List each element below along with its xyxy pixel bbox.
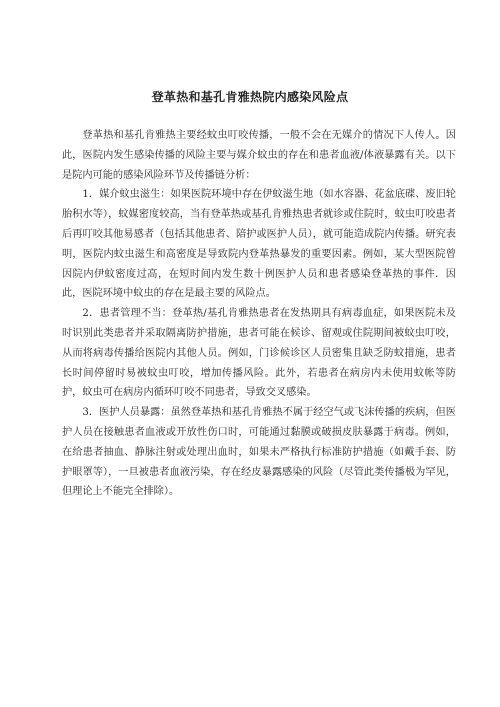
document-title: 登革热和基孔肯雅热院内感染风险点 [151, 90, 349, 104]
paragraph-mosquito-breeding: 1．媒介蚊虫滋生：如果医院环境中存在伊蚊滋生地（如水容器、花盆底碟、废旧轮胎积水等），蚊媒密度较高，当有登革热或基孔肯雅热患者就诊或住院时，蚊虫叮咬患者后再叮咬其他易感者（包括其他患者、陪护或医护人员），就可能造成院内传播。研究表明，医院内蚊虫滋生和高密度是导致院内登革热暴发的重要因素。例如，某大型医院曾因院内伊蚊密度过高，在短时间内发生数十例医护人员和患者感染登革热的事件．因此，医院环境中蚊虫的存在是最主要的风险点。 [62, 189, 456, 300]
document-body [62, 126, 456, 502]
paragraph-intro: 登革热和基孔肯雅热主要经蚊虫叮咬传播，一般不会在无媒介的情况下人传人。因此，医院内发生感染传播的风险主要与媒介蚊虫的存在和患者血液/体液暴露有关。以下是院内可能的感染风险环节及传播链分析： [62, 130, 456, 181]
paragraph-patient-management: 2．患者管理不当：登革热/基孔肯雅热患者在发热期具有病毒血症，如果医院未及时识别此类患者并采取隔离防护措施，患者可能在候诊、留观或住院期间被蚊虫叮咬，从而将病毒传播给医院内其他人员。例如，门诊候诊区人员密集且缺乏防蚊措施，患者长时间停留时易被蚊虫叮咬，增加传播风险。此外，若患者在病房内未使用蚊帐等防护，蚊虫可在病房内循环叮咬不同患者，导致交叉感染。 [62, 308, 456, 399]
paragraph-staff-exposure: 3．医护人员暴露：虽然登革热和基孔肯雅热不属于经空气或飞沫传播的疾病，但医护人员在接触患者血液或开放性伤口时，可能通过黏膜或破损皮肤暴露于病毒。例如，在给患者抽血、静脉注射或处理出血时，如果未严格执行标准防护措施（如戴手套、防护眼罩等），一旦被患者血液污染，存在经皮暴露感染的风险（尽管此类传播极为罕见，但理论上不能完全排除）。 [62, 407, 456, 498]
